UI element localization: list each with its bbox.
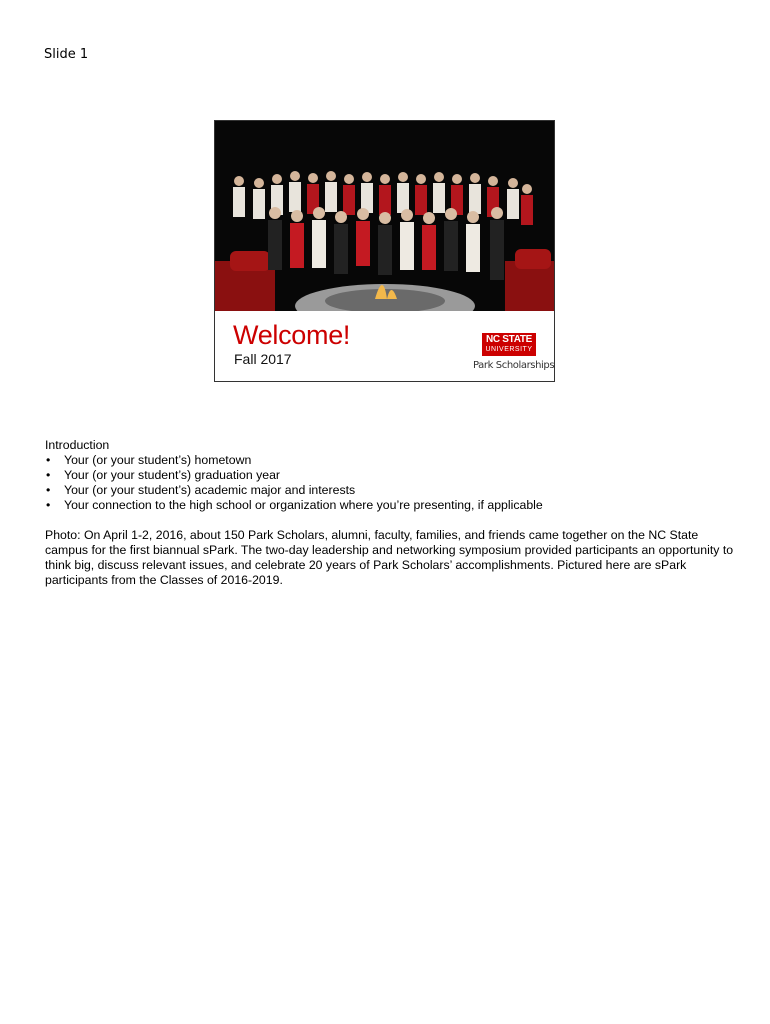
logo-line-2: UNIVERSITY xyxy=(485,346,533,353)
notes-heading: Introduction xyxy=(45,438,110,452)
park-scholarships-label: Park Scholarships xyxy=(473,360,555,371)
slide-thumbnail xyxy=(214,120,555,382)
slide-subtitle: Fall 2017 xyxy=(234,351,292,367)
slide-label: Slide 1 xyxy=(44,47,89,62)
group-photo xyxy=(215,121,554,311)
notes-bullet: • Your (or your student’s) graduation year xyxy=(45,468,735,483)
nc-state-logo xyxy=(482,333,536,356)
notes-bullet: • Your connection to the high school or organization where you’re presenting, if applicable xyxy=(45,498,735,513)
slide-title: Welcome! xyxy=(233,320,351,350)
notes-bullet-list xyxy=(45,453,735,513)
speaker-notes xyxy=(45,438,735,588)
notes-bullet: • Your (or your student’s) academic major and interests xyxy=(45,483,735,498)
notes-bullet: • Your (or your student’s) hometown xyxy=(45,453,735,468)
photo-caption: Photo: On April 1-2, 2016, about 150 Park Scholars, alumni, faculty, families, and friends came together on the NC State campus for the first biannual sPark. The two-day leadership and networking symposium provided participants an opportunity to think big, discuss relevant issues, and celebrate 20 years of Park Scholars’ accomplishments. Pictured here are sPark participants from the Classes of 2016-2019. xyxy=(45,528,734,587)
logo-line-1: NC STATE xyxy=(485,334,533,345)
